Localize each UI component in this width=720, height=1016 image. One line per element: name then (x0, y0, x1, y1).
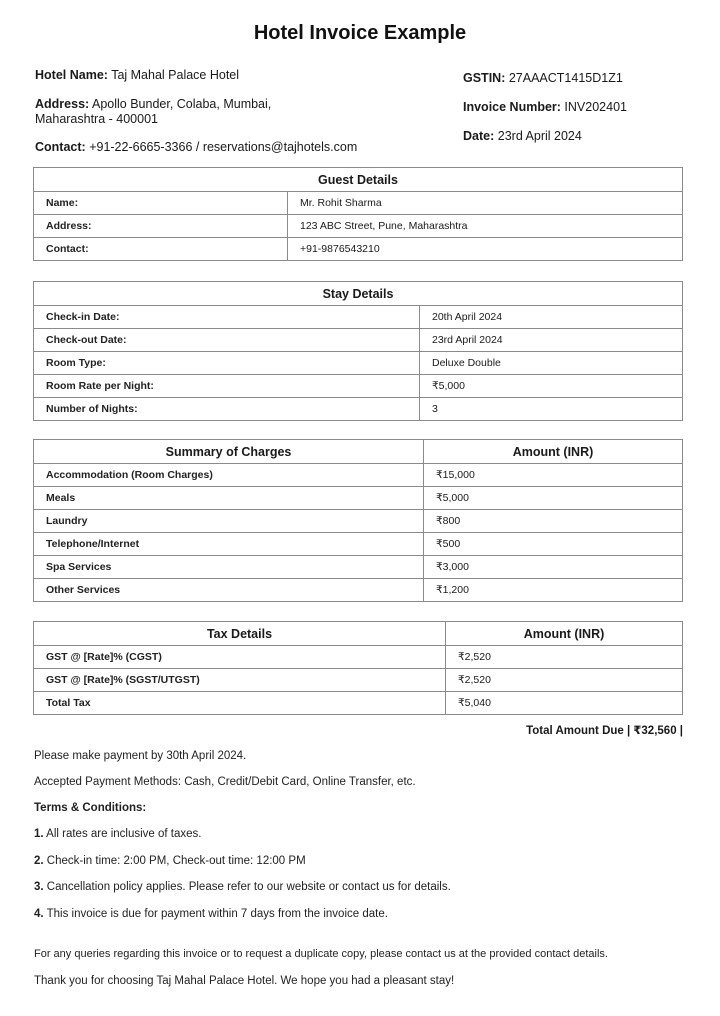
term-text: Check-in time: 2:00 PM, Check-out time: 12:00 PM (46, 855, 306, 867)
total-amount-due: Total Amount Due | ₹32,560 | (526, 725, 683, 737)
terms-heading-text: Terms & Conditions: (34, 802, 147, 814)
tax-label: Total Tax (34, 692, 446, 715)
table-row (34, 464, 683, 487)
list-item (34, 908, 388, 920)
charge-label: Laundry (34, 510, 424, 533)
term-text: Cancellation policy applies. Please refer to our website or contact us for details. (46, 881, 451, 893)
charge-value: ₹15,000 (424, 464, 683, 487)
tax-label: GST @ [Rate]% (SGST/UTGST) (34, 669, 446, 692)
charges-amount-heading: Amount (INR) (424, 440, 683, 464)
charge-value: ₹500 (424, 533, 683, 556)
invoice-date (463, 129, 582, 144)
invoice-date-value: 23rd April 2024 (497, 129, 582, 143)
hotel-contact (35, 140, 357, 155)
term-number: 3. (34, 881, 44, 893)
table-row (34, 215, 683, 238)
stay-details-table (33, 281, 683, 421)
nights-label: Number of Nights: (34, 398, 420, 421)
charge-label: Meals (34, 487, 424, 510)
table-row (34, 487, 683, 510)
table-row (34, 533, 683, 556)
checkin-value: 20th April 2024 (420, 306, 683, 329)
list-item (34, 828, 201, 840)
hotel-contact-value: +91-22-6665-3366 / reservations@tajhotels.com (89, 140, 358, 154)
guest-address-value: 123 ABC Street, Pune, Maharashtra (288, 215, 683, 238)
invoice-number-value: INV202401 (564, 100, 627, 114)
list-item (34, 881, 451, 893)
checkout-value: 23rd April 2024 (420, 329, 683, 352)
table-row (34, 306, 683, 329)
guest-details-table (33, 167, 683, 261)
hotel-address-line1: Apollo Bunder, Colaba, Mumbai, (91, 97, 272, 111)
tax-value: ₹2,520 (446, 646, 683, 669)
room-rate-value: ₹5,000 (420, 375, 683, 398)
charge-label: Telephone/Internet (34, 533, 424, 556)
term-text: This invoice is due for payment within 7 days from the invoice date. (46, 908, 388, 920)
term-text: All rates are inclusive of taxes. (46, 828, 202, 840)
checkout-label: Check-out Date: (34, 329, 420, 352)
charge-label: Spa Services (34, 556, 424, 579)
guest-name-label: Name: (34, 192, 288, 215)
payment-deadline: Please make payment by 30th April 2024. (34, 750, 247, 762)
table-row (34, 398, 683, 421)
guest-contact-label: Contact: (34, 238, 288, 261)
payment-methods: Accepted Payment Methods: Cash, Credit/Debit Card, Online Transfer, etc. (34, 776, 416, 788)
guest-name-value: Mr. Rohit Sharma (288, 192, 683, 215)
hotel-name (35, 68, 239, 83)
room-rate-label: Room Rate per Night: (34, 375, 420, 398)
list-item (34, 855, 306, 867)
charge-value: ₹3,000 (424, 556, 683, 579)
term-number: 1. (34, 828, 44, 840)
table-row (34, 238, 683, 261)
tax-table (33, 621, 683, 715)
guest-address-label: Address: (34, 215, 288, 238)
page-title: Hotel Invoice Example (253, 22, 467, 44)
hotel-address-line2: Maharashtra - 400001 (35, 112, 158, 126)
charge-label: Other Services (34, 579, 424, 602)
tax-amount-heading: Amount (INR) (446, 622, 683, 646)
table-row (34, 329, 683, 352)
invoice-date-label: Date: (463, 129, 495, 143)
term-number: 4. (34, 908, 44, 920)
table-row (34, 192, 683, 215)
charges-table (33, 439, 683, 602)
guest-details-heading: Guest Details (34, 168, 683, 192)
hotel-address-label: Address: (35, 97, 90, 111)
table-row (34, 692, 683, 715)
room-type-label: Room Type: (34, 352, 420, 375)
charge-value: ₹5,000 (424, 487, 683, 510)
table-row (34, 669, 683, 692)
tax-value: ₹2,520 (446, 669, 683, 692)
charge-value: ₹1,200 (424, 579, 683, 602)
invoice-number (463, 100, 627, 115)
term-number: 2. (34, 855, 44, 867)
room-type-value: Deluxe Double (420, 352, 683, 375)
table-row (34, 646, 683, 669)
table-row (34, 579, 683, 602)
table-row (34, 510, 683, 533)
tax-heading: Tax Details (34, 622, 446, 646)
table-row (34, 556, 683, 579)
gstin (463, 71, 623, 86)
hotel-address (35, 97, 271, 127)
checkin-label: Check-in Date: (34, 306, 420, 329)
invoice-number-label: Invoice Number: (463, 100, 561, 114)
hotel-name-label: Hotel Name: (35, 68, 108, 82)
stay-details-heading: Stay Details (34, 282, 683, 306)
gstin-value: 27AAACT1415D1Z1 (508, 71, 623, 85)
hotel-name-value: Taj Mahal Palace Hotel (111, 68, 240, 82)
charge-value: ₹800 (424, 510, 683, 533)
hotel-contact-label: Contact: (35, 140, 86, 154)
charges-heading: Summary of Charges (34, 440, 424, 464)
table-row (34, 352, 683, 375)
tax-label: GST @ [Rate]% (CGST) (34, 646, 446, 669)
charge-label: Accommodation (Room Charges) (34, 464, 424, 487)
nights-value: 3 (420, 398, 683, 421)
thank-you-note: Thank you for choosing Taj Mahal Palace Hotel. We hope you had a pleasant stay! (34, 975, 455, 987)
gstin-label: GSTIN: (463, 71, 506, 85)
table-row (34, 375, 683, 398)
terms-heading (34, 802, 146, 814)
queries-note: For any queries regarding this invoice or to request a duplicate copy, please contact us at the provided contact details. (34, 948, 608, 960)
guest-contact-value: +91-9876543210 (288, 238, 683, 261)
tax-value: ₹5,040 (446, 692, 683, 715)
